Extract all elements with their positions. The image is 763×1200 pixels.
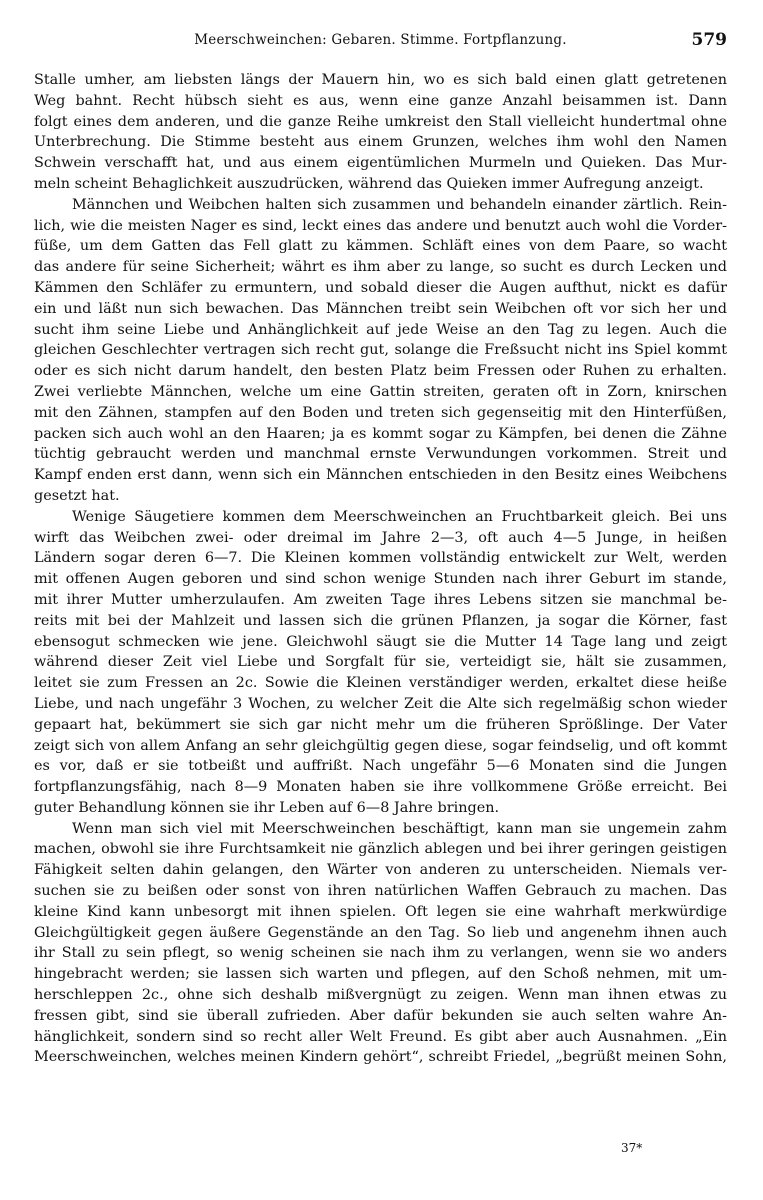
text-line: meln scheint Behaglichkeit auszudrücken, während das Quieken immer Aufregung anzeigt. xyxy=(34,175,704,192)
text-line: Schwein verschafft hat, und aus einem eigentümlichen Murmeln und Quieken. Das Mur- xyxy=(34,155,727,172)
text-line: sucht ihm seine Liebe und Anhänglichkeit auf jede Weise an den Tag zu legen. Auch die xyxy=(34,321,727,338)
text-line: packen sich auch wohl an den Haaren; ja es kommt sogar zu Kämpfen, bei denen die Zähne xyxy=(34,425,727,442)
text-line: Gleichgültigkeit gegen äußere Gegenstände an den Tag. So lieb und angenehm ihnen auch xyxy=(34,924,727,941)
paragraph xyxy=(34,819,727,1069)
text-line: füße, um dem Gatten das Fell glatt zu kämmen. Schläft eines von dem Paare, so wacht xyxy=(34,238,727,255)
text-line: folgt eines dem anderen, und die ganze Reihe umkreist den Stall vielleicht hundertmal ohne xyxy=(34,113,727,130)
text-line: ein und läßt nun sich bewachen. Das Männchen treibt sein Weibchen oft vor sich her und xyxy=(34,300,727,317)
text-line: Zwei verliebte Männchen, welche um eine Gattin streiten, geraten oft in Zorn, knirschen xyxy=(34,383,727,400)
text-line: leitet sie zum Fressen an 2c. Sowie die Kleinen verständiger werden, erkaltet diese heiße xyxy=(34,675,727,692)
paragraph xyxy=(34,70,727,195)
text-line: fressen gibt, sind sie überall zufrieden. Aber dafür bekunden sie auch selten wahre An- xyxy=(34,1007,727,1024)
body-text xyxy=(34,70,727,1068)
text-line: wirft das Weibchen zwei- oder dreimal im Jahre 2—3, oft auch 4—5 Junge, in heißen xyxy=(34,529,727,546)
text-line: Wenige Säugetiere kommen dem Meerschweinchen an Fruchtbarkeit gleich. Bei uns xyxy=(72,508,727,525)
text-line: mit ihrer Mutter umherzulaufen. Am zweiten Tage ihres Lebens sitzen sie manchmal be- xyxy=(34,591,727,608)
text-line: oder es sich nicht darum handelt, den besten Platz beim Fressen oder Ruhen zu erhalten. xyxy=(34,363,727,380)
text-line: herschleppen 2c., ohne sich deshalb mißvergnügt zu zeigen. Wenn man ihnen etwas zu xyxy=(34,987,727,1004)
text-line: Ländern sogar deren 6—7. Die Kleinen kommen vollständig entwickelt zur Welt, werden xyxy=(34,550,727,567)
text-line: Liebe, und nach ungefähr 3 Wochen, zu welcher Zeit die Alte sich regelmäßig schon wieder xyxy=(34,695,727,712)
text-line: Stalle umher, am liebsten längs der Mauern hin, wo es sich bald einen glatt getretenen xyxy=(34,72,727,88)
text-line: machen, obwohl sie ihre Furchtsamkeit nie gänzlich ablegen und bei ihrer geringen geistigen xyxy=(34,841,727,858)
text-line: gleichen Geschlechter vertragen sich recht gut, solange die Freßsucht nicht ins Spiel kommt xyxy=(34,342,727,359)
text-line: Fähigkeit selten dahin gelangen, den Wärter von anderen zu unterscheiden. Niemals ver- xyxy=(34,862,727,879)
text-line: Weg bahnt. Recht hübsch sieht es aus, wenn eine ganze Anzahl beisammen ist. Dann xyxy=(34,92,727,109)
text-line: Unterbrechung. Die Stimme besteht aus einem Grunzen, welches ihm wohl den Namen xyxy=(34,134,727,151)
signature-mark: 37* xyxy=(621,1141,643,1155)
text-line: Meerschweinchen, welches meinen Kindern gehört“, schreibt Friedel, „begrüßt meinen Sohn, xyxy=(34,1049,727,1066)
text-line: während dieser Zeit viel Liebe und Sorgfalt für sie, verteidigt sie, hält sie zusammen, xyxy=(34,654,727,671)
text-line: ebensogut schmecken wie jene. Gleichwohl säugt sie die Mutter 14 Tage lang und zeigt xyxy=(34,633,727,650)
text-line: Männchen und Weibchen halten sich zusammen und behandeln einander zärtlich. Rein- xyxy=(72,196,727,213)
text-line: mit den Zähnen, stampfen auf den Boden und treten sich gegenseitig mit den Hinterfüßen, xyxy=(34,404,727,421)
text-line: es vor, daß er sie totbeißt und auffrißt. Nach ungefähr 5—6 Monaten sind die Jungen xyxy=(34,758,727,775)
text-line: hänglichkeit, sondern sind so recht aller Welt Freund. Es gibt aber auch Ausnahmen. „Ein xyxy=(34,1028,727,1045)
text-line: fortpflanzungsfähig, nach 8—9 Monaten haben sie ihre vollkommene Größe erreicht. Bei xyxy=(34,779,727,796)
text-line: hingebracht werden; sie lassen sich warten und pflegen, auf den Schoß nehmen, mit um- xyxy=(34,966,727,983)
page-number: 579 xyxy=(691,30,727,50)
paragraph xyxy=(34,195,727,507)
text-line: das andere für seine Sicherheit; währt es ihm aber zu lange, so sucht es durch Lecken und xyxy=(34,259,727,276)
paragraph xyxy=(34,507,727,819)
text-line: Kämmen den Schläfer zu ermuntern, und sobald dieser die Augen aufthut, nickt es dafür xyxy=(34,279,727,296)
text-line: suchen sie zu beißen oder sonst von ihren natürlichen Waffen Gebrauch zu machen. Das xyxy=(34,883,727,900)
text-line: gesetzt hat. xyxy=(34,487,120,504)
text-line: mit offenen Augen geboren und sind schon wenige Stunden nach ihrer Geburt im stande, xyxy=(34,571,727,588)
page-header xyxy=(34,30,727,60)
text-line: Wenn man sich viel mit Meerschweinchen beschäftigt, kann man sie ungemein zahm xyxy=(72,820,727,837)
text-line: reits mit bei der Mahlzeit und lassen sich die grünen Pflanzen, ja sogar die Körner, fast xyxy=(34,612,727,629)
text-line: guter Behandlung können sie ihr Leben auf 6—8 Jahre bringen. xyxy=(34,799,500,816)
text-line: Kampf enden erst dann, wenn sich ein Männchen entschieden in den Besitz eines Weibchens xyxy=(34,467,727,484)
text-line: zeigt sich von allem Anfang an sehr gleichgültig gegen diese, sogar feindselig, und oft kommt xyxy=(34,737,727,754)
text-line: tüchtig gebraucht werden und manchmal ernste Verwundungen vorkommen. Streit und xyxy=(34,446,727,463)
text-line: kleine Kind kann unbesorgt mit ihnen spielen. Oft legen sie eine wahrhaft merkwürdige xyxy=(34,903,727,920)
text-line: ihr Stall zu sein pflegt, so wenig scheinen sie nach ihm zu verlangen, wenn sie wo anders xyxy=(34,945,727,962)
text-line: gepaart hat, bekümmert sie sich gar nicht mehr um die früheren Sprößlinge. Der Vater xyxy=(34,716,727,733)
text-line: lich, wie die meisten Nager es sind, leckt eines das andere und benutzt auch wohl die Vorder- xyxy=(34,217,727,234)
running-head: Meerschweinchen: Gebaren. Stimme. Fortpflanzung. xyxy=(194,32,567,48)
